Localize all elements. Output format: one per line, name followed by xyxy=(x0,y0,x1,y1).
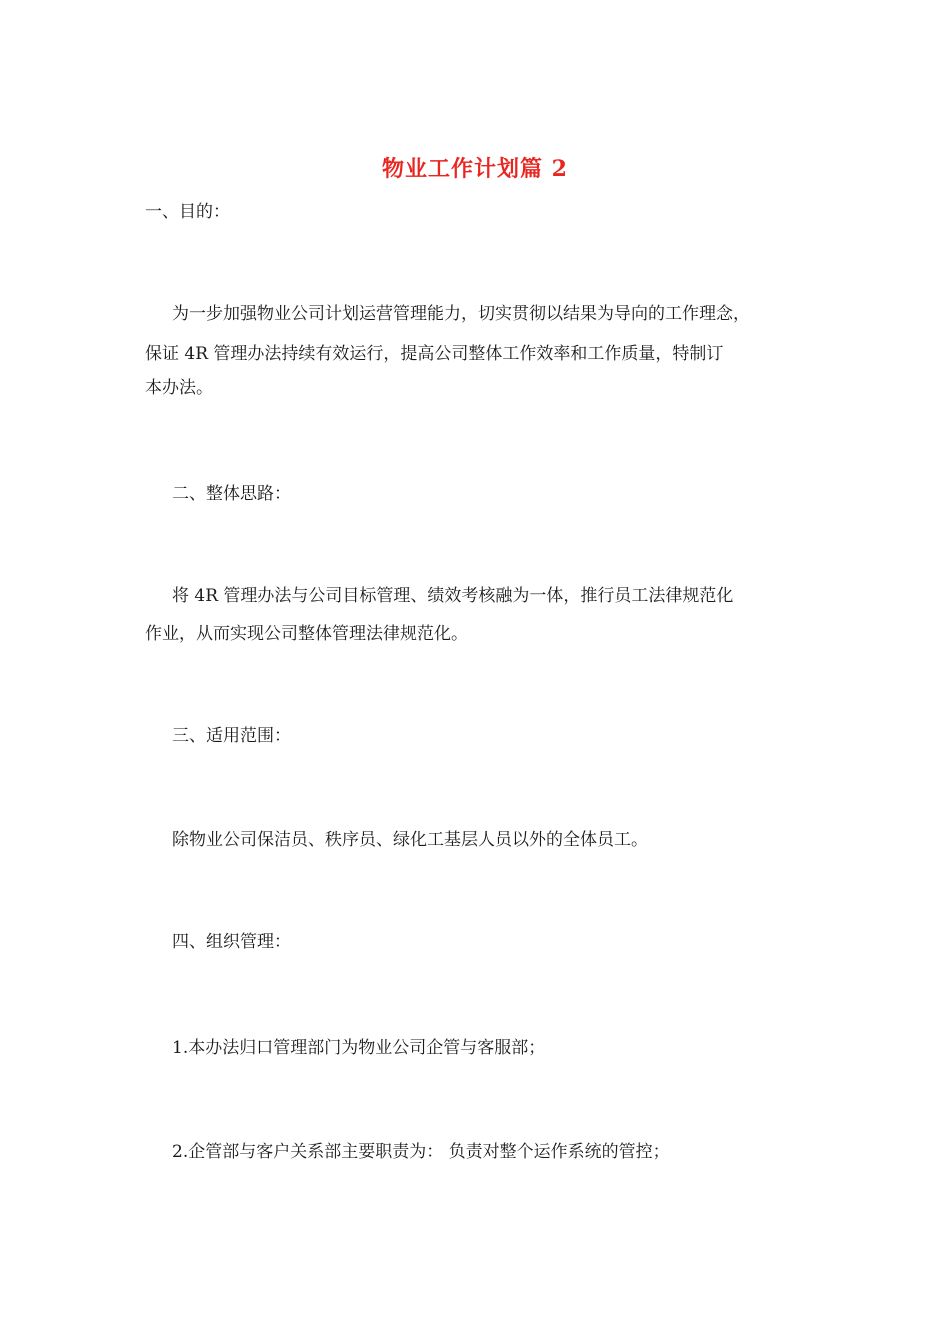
section-2-paragraph-line-2: 作业，从而实现公司整体管理法律规范化。 xyxy=(145,624,468,644)
section-2-heading: 二、整体思路： xyxy=(172,484,291,504)
section-4-item-2: 2.企管部与客户关系部主要职责为： 负责对整个运作系统的管控； xyxy=(172,1142,670,1162)
section-4-heading: 四、组织管理： xyxy=(172,932,291,952)
section-4-item-1: 1.本办法归口管理部门为物业公司企管与客服部； xyxy=(172,1038,546,1058)
document-title: 物业工作计划篇 2 xyxy=(382,156,568,182)
section-1-heading: 一、目的： xyxy=(145,202,230,222)
section-1-paragraph-line-3: 本办法。 xyxy=(145,378,213,398)
section-2-paragraph-line-1: 将 4R 管理办法与公司目标管理、绩效考核融为一体，推行员工法律规范化 xyxy=(172,586,734,606)
section-3-heading: 三、适用范围： xyxy=(172,726,291,746)
section-1-paragraph-line-1: 为一步加强物业公司计划运营管理能力，切实贯彻以结果为导向的工作理念， xyxy=(172,304,750,324)
section-1-paragraph-line-2: 保证 4R 管理办法持续有效运行，提高公司整体工作效率和工作质量，特制订 xyxy=(145,344,724,364)
section-3-paragraph: 除物业公司保洁员、秩序员、绿化工基层人员以外的全体员工。 xyxy=(172,830,648,850)
